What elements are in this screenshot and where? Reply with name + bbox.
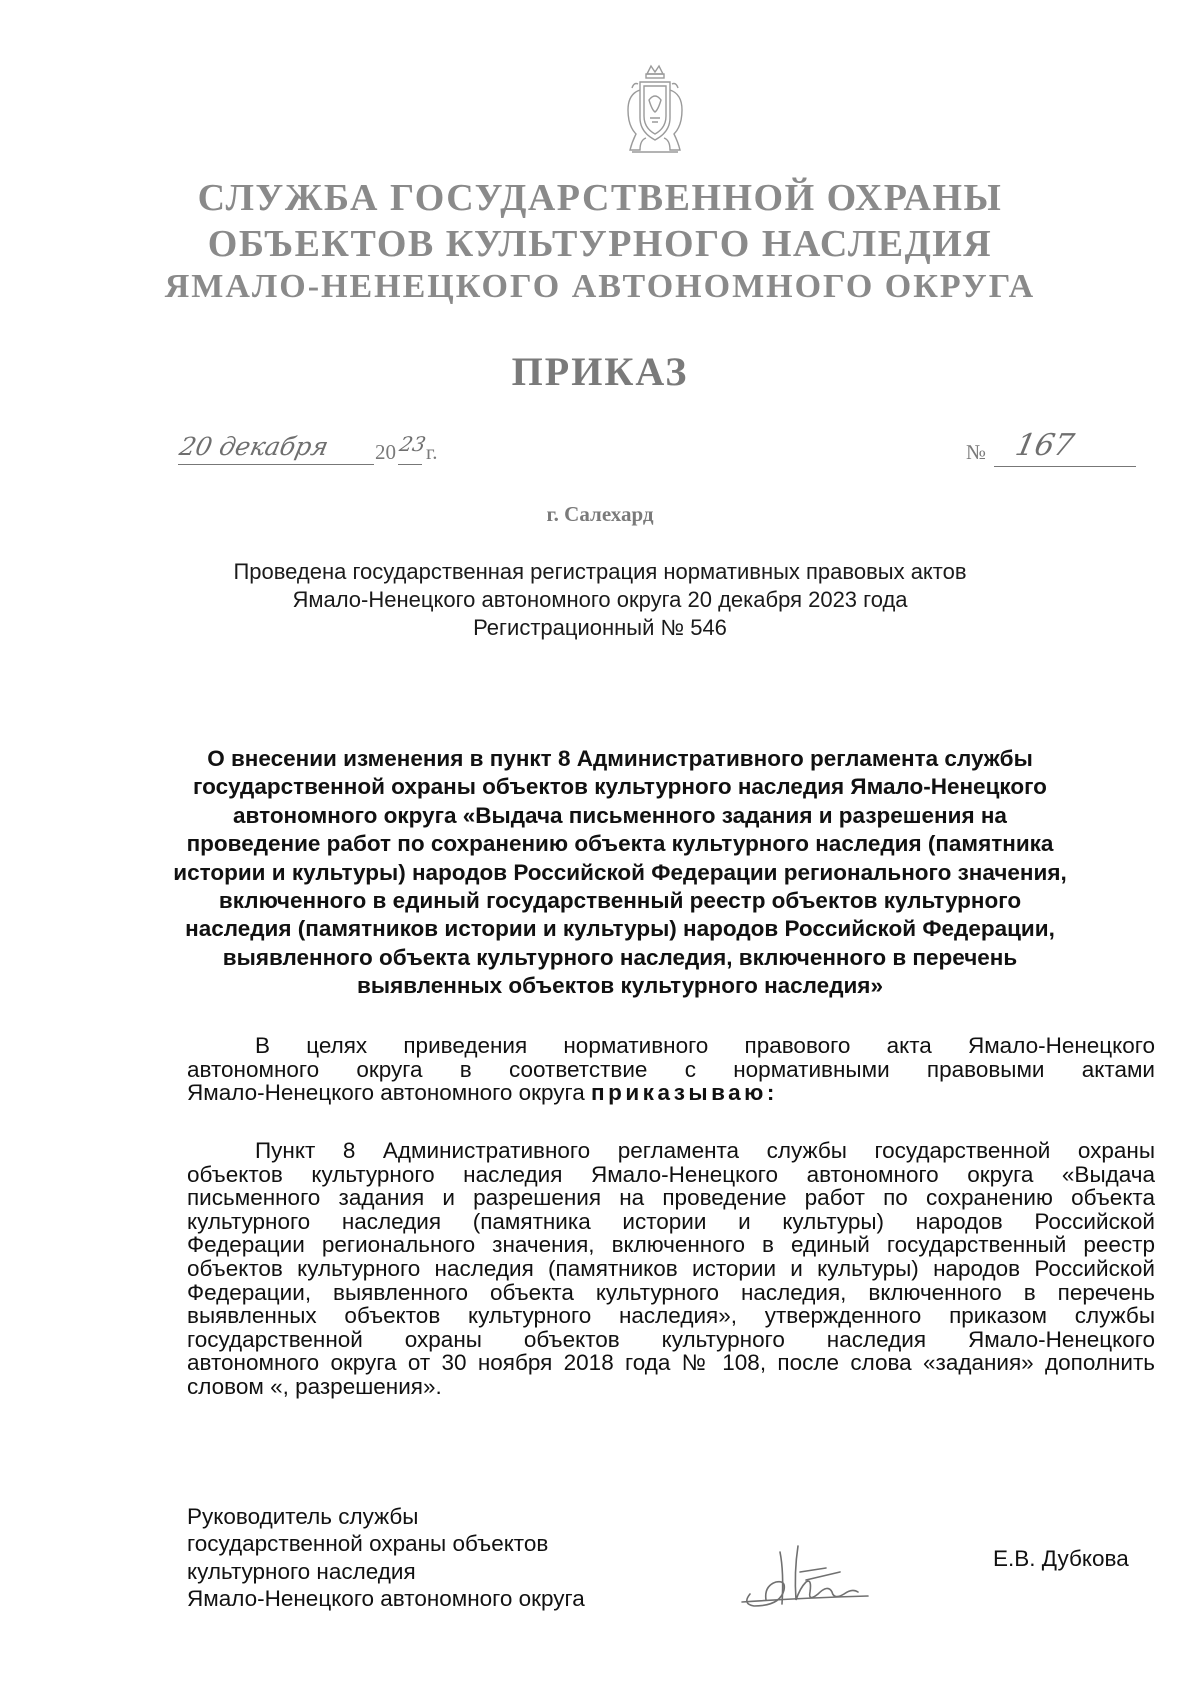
body-line: объектов культурного наследия Ямало-Ненецкого автономного округа «Выдача: [187, 1161, 1155, 1187]
preamble-line: автономного округа в соответствие с нормативными правовыми актами: [187, 1056, 1155, 1082]
preamble-paragraph: [187, 1034, 1155, 1105]
body-paragraph: [187, 1139, 1155, 1399]
order-date: [178, 432, 458, 472]
year-prefix: 20: [375, 440, 396, 464]
body-line: Федерации регионального значения, включенного в единый государственный реестр: [187, 1232, 1155, 1258]
preamble-line: [187, 1081, 1155, 1105]
body-line: словом «, разрешения».: [187, 1373, 442, 1399]
body-line: письменного задания и разрешения на проведение работ по сохранению объекта: [187, 1185, 1155, 1211]
body-line: государственной охраны объектов культурного наследия Ямало-Ненецкого: [187, 1326, 1155, 1352]
position-line: государственной охраны объектов: [187, 1531, 549, 1557]
body-line: культурного наследия (памятника истории и культуры) народов Российской: [187, 1208, 1155, 1234]
position-line: Руководитель службы: [187, 1504, 419, 1529]
preamble-line: В целях приведения нормативного правового акта Ямало-Ненецкого: [255, 1033, 1155, 1058]
date-underline: [178, 464, 374, 465]
signatory-position: [187, 1503, 647, 1613]
number-handwritten: 167: [1012, 428, 1077, 463]
city-line: г. Салехард: [546, 502, 654, 526]
org-name-line-1: СЛУЖБА ГОСУДАРСТВЕННОЙ ОХРАНЫ: [197, 177, 1003, 219]
year-suffix: г.: [426, 440, 438, 464]
body-line: автономного округа от 30 ноября 2018 года № 108, после слова «задания» дополнить: [187, 1350, 1155, 1376]
body-line: выявленных объектов культурного наследия», утвержденного приказом службы: [187, 1303, 1155, 1329]
year-handwritten: 23: [397, 432, 429, 456]
body-line: Пункт 8 Административного регламента службы государственной охраны: [255, 1138, 1155, 1163]
signer-name: Е.В. Дубкова: [993, 1546, 1129, 1571]
registration-stamp-line-1: Проведена государственная регистрация нормативных правовых актов: [233, 559, 967, 584]
preamble-line-text: Ямало-Ненецкого автономного округа: [187, 1080, 585, 1106]
document-type-title: ПРИКАЗ: [511, 349, 689, 394]
order-subject-title: О внесении изменения в пункт 8 Административного регламента службы государственной охраны объектов культурного наследия Ямало-Ненецкого автономного округа «Выдача письменного задания и разрешения на проведение работ по сохранению объекта культурного наследия (памятника истории и культуры) народов Российской Федерации регионального значения, включенного в единый государственный реестр объектов культурного наследия (памятников истории и культуры) народов Российской Федерации, выявленного объекта культурного наследия, включенного в перечень выявленных объектов культурного наследия»: [173, 746, 1067, 999]
registration-stamp-line-3: Регистрационный № 546: [473, 615, 727, 640]
handwritten-signature: [740, 1542, 890, 1614]
org-name-line-3: ЯМАЛО-НЕНЕЦКОГО АВТОНОМНОГО ОКРУГА: [164, 268, 1036, 305]
coat-of-arms-emblem: [620, 60, 690, 160]
body-line: объектов культурного наследия (памятников истории и культуры) народов Российской: [187, 1255, 1155, 1281]
number-underline: [994, 466, 1136, 467]
position-line: Ямало-Ненецкого автономного округа: [187, 1586, 585, 1612]
registration-stamp-line-2: Ямало-Ненецкого автономного округа 20 декабря 2023 года: [292, 587, 908, 612]
date-handwritten: 20 декабря: [176, 432, 332, 461]
body-line: Федерации, выявленного объекта культурного наследия, включенного в перечень: [187, 1279, 1155, 1305]
org-name-line-2: ОБЪЕКТОВ КУЛЬТУРНОГО НАСЛЕДИЯ: [207, 223, 993, 265]
order-number: [966, 428, 1156, 472]
number-sign: №: [966, 440, 987, 464]
year-underline: [398, 464, 422, 465]
order-word: приказываю:: [591, 1080, 778, 1106]
position-line: культурного наследия: [187, 1558, 416, 1584]
